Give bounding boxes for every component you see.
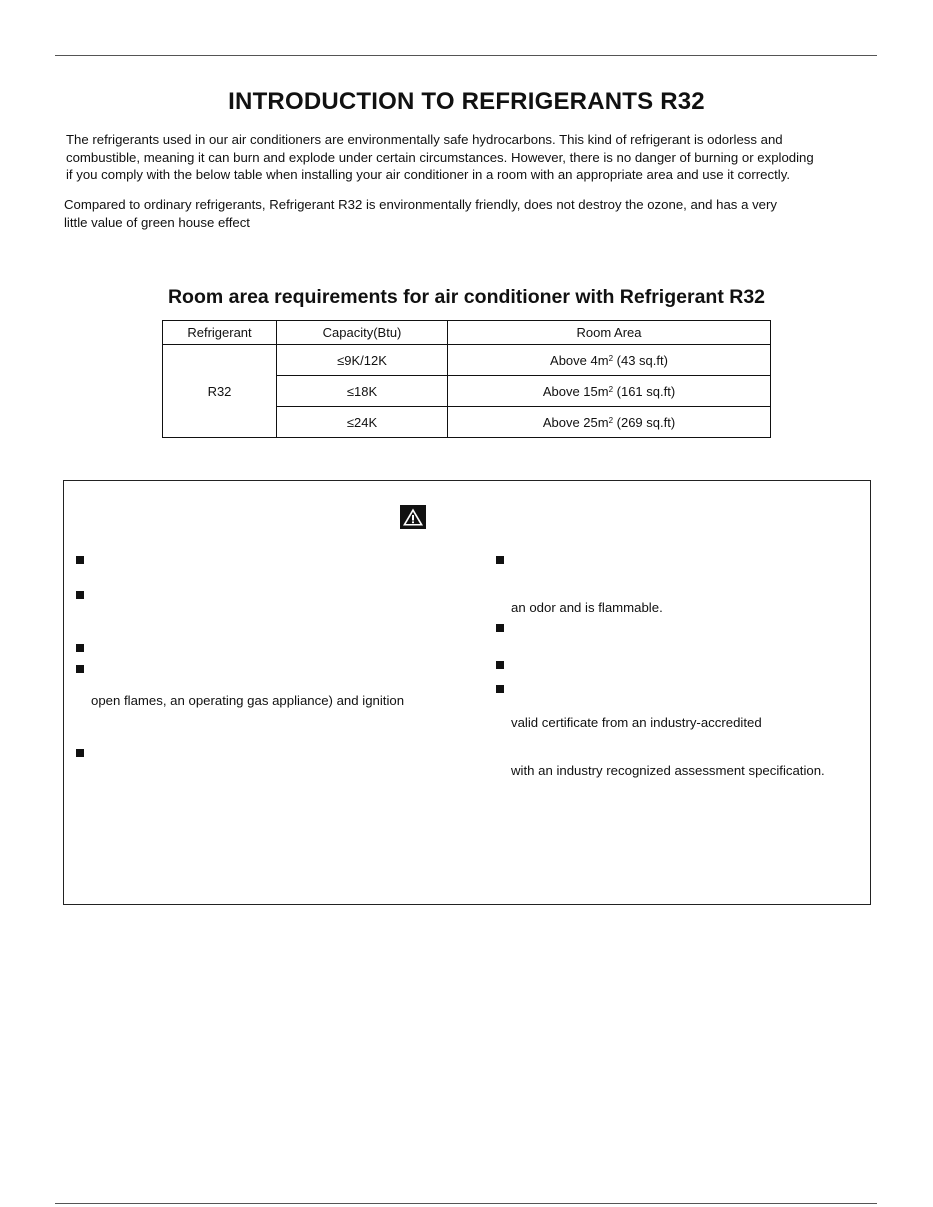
right-text-line: an odor and is flammable. [511, 600, 663, 615]
intro-line: combustible, meaning it can burn and explode under certain circumstances. However, there is no danger of burning or exploding [66, 149, 814, 165]
refrigerant-cell: R32 [163, 345, 277, 438]
intro-line: little value of green house effect [64, 214, 250, 230]
left-text-line: open flames, an operating gas appliance) and ignition [91, 693, 405, 708]
bullet-square [76, 665, 84, 673]
bullet-square [76, 749, 84, 757]
intro-line: if you comply with the below table when installing your air conditioner in a room with an appropriate area and use it correctly. [66, 167, 790, 182]
right-text-line: valid certificate from an industry-accredited [511, 715, 762, 730]
intro-paragraph-1 [66, 131, 814, 184]
bullet-square [496, 624, 504, 632]
header-refrigerant: Refrigerant [163, 321, 277, 345]
table-header-row [163, 321, 771, 345]
header-capacity: Capacity(Btu) [277, 321, 448, 345]
bullet-square [76, 591, 84, 599]
room-table-title: Room area requirements for air conditioner with Refrigerant R32 [167, 286, 766, 308]
table-row [163, 345, 771, 376]
bullet-square [76, 556, 84, 564]
room-area-cell: Above $25m^2$ (269 sq.ft) [448, 407, 771, 438]
intro-line: The refrigerants used in our air conditioners are environmentally safe hydrocarbons. This kind of refrigerant is odorless and [66, 132, 783, 147]
room-area-cell: Above $4m^2$ (43 sq.ft) [448, 345, 771, 376]
top-rule [55, 55, 877, 56]
room-area-cell: Above $15m^2$ (161 sq.ft) [448, 376, 771, 407]
room-area-table [162, 320, 771, 438]
bullet-square [76, 644, 84, 652]
bullet-square [496, 685, 504, 693]
capacity-cell: ≤18K [277, 376, 448, 407]
right-text-line: with an industry recognized assessment specification. [511, 763, 825, 778]
capacity-cell: ≤24K [277, 407, 448, 438]
page-title: INTRODUCTION TO REFRIGERANTS R32 [228, 88, 705, 115]
bottom-rule [55, 1203, 877, 1204]
intro-paragraph-2 [64, 196, 777, 231]
bullet-square [496, 661, 504, 669]
intro-line: Compared to ordinary refrigerants, Refrigerant R32 is environmentally friendly, does not destroy the ozone, and has a very [64, 197, 777, 212]
header-room-area: Room Area [448, 321, 771, 345]
bullet-square [496, 556, 504, 564]
warning-triangle-icon [400, 505, 426, 529]
capacity-cell: ≤9K/12K [277, 345, 448, 376]
